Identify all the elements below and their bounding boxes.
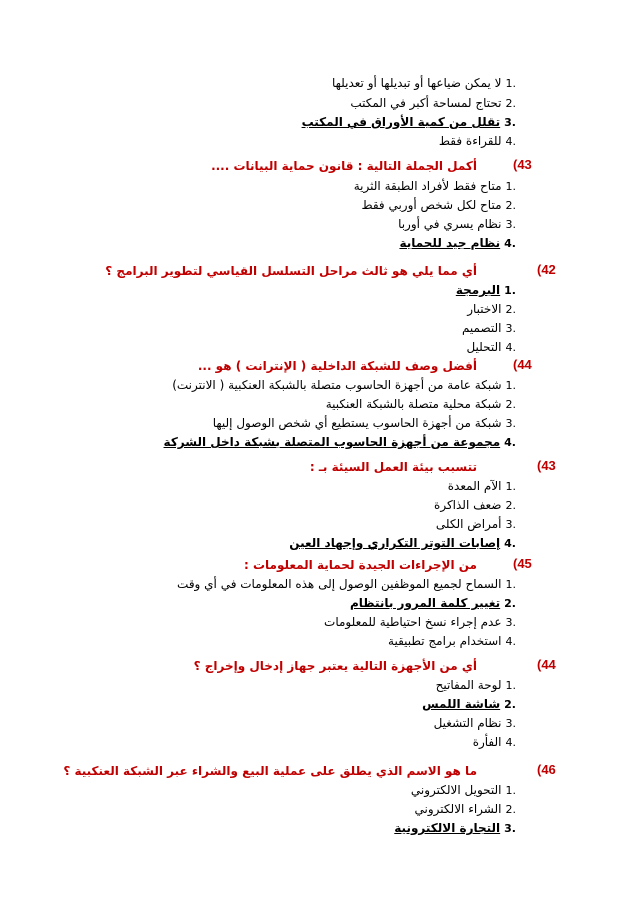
option-1: 1.السماح لجميع الموظفين الوصول إلى هذه المعلومات في أي وقت xyxy=(177,577,516,591)
option-1: 1.شبكة عامة من أجهزة الحاسوب متصلة بالشبكة العنكبية ( الانترنت) xyxy=(172,378,516,392)
first-option-2: 2.تحتاج لمساحة أكبر في المكتب xyxy=(350,96,516,110)
option-1: 1.متاح فقط لأفراد الطبقة الثرية xyxy=(353,179,516,193)
option-4: 4.استخدام برامج تطبيقية xyxy=(388,634,516,648)
question-number: (45 xyxy=(513,556,532,571)
first-option-4: 4.للقراءة فقط xyxy=(438,134,516,148)
option-2-correct: 2.تغيير كلمة المرور بانتظام xyxy=(349,596,516,610)
question-number: (42 xyxy=(537,262,556,277)
option-1: 1.لوحة المفاتيح xyxy=(435,678,516,692)
option-1: 1.الآم المعدة xyxy=(447,479,516,493)
option-1: 1.التحويل الالكتروني xyxy=(410,783,516,797)
question-text: تتسبب بيئة العمل السيئة بـ : xyxy=(309,460,477,474)
question-text: أي مما يلي هو ثالث مراحل التسلسل القياسي لتطوير البرامج ؟ xyxy=(105,264,477,278)
question-text: أي من الأجهزة التالية يعتبر جهاز إدخال وإخراج ؟ xyxy=(193,659,477,673)
option-3: 3.أمراض الكلى xyxy=(435,517,516,531)
option-2: 2.شبكة محلية متصلة بالشبكة العنكبية xyxy=(325,397,516,411)
question-number: (44 xyxy=(537,657,556,672)
option-4-correct: 4.نظام جيد للحماية xyxy=(399,236,516,250)
option-4: 4.الفأرة xyxy=(472,735,516,749)
option-3: 3.نظام التشغيل xyxy=(433,716,516,730)
option-4: 4.التحليل xyxy=(466,340,516,354)
option-3: 3.نظام يسري في أوربا xyxy=(398,217,516,231)
question-number: (43 xyxy=(537,458,556,473)
first-option-3-correct: 3.تقلل من كمية الأوراق في المكتب xyxy=(301,115,516,129)
option-2: 2.متاح لكل شخص أوربي فقط xyxy=(361,198,516,212)
question-text: أفضل وصف للشبكة الداخلية ( الإنترانت ) هو ... xyxy=(197,359,477,373)
question-text: أكمل الجملة التالية : قانون حماية البيانات .... xyxy=(211,159,477,173)
option-2: 2.الاختبار xyxy=(467,302,516,316)
option-2: 2.ضعف الذاكرة xyxy=(434,498,516,512)
question-text: ما هو الاسم الذي يطلق على عملية البيع والشراء عبر الشبكة العنكبية ؟ xyxy=(63,764,477,778)
option-3: 3.التصميم xyxy=(461,321,516,335)
option-1-correct: 1.البرمجة xyxy=(455,283,516,297)
question-number: (43 xyxy=(513,157,532,172)
option-3: 3.عدم إجراء نسخ احتياطية للمعلومات xyxy=(324,615,516,629)
question-number: (46 xyxy=(537,762,556,777)
question-number: (44 xyxy=(513,357,532,372)
option-4-correct: 4.إصابات التوتر التكراري وإجهاد العين xyxy=(289,536,516,550)
option-3-correct: 3.التجارة الالكترونية xyxy=(394,821,516,835)
option-2: 2.الشراء الالكتروني xyxy=(414,802,516,816)
option-4-correct: 4.مجموعة من أجهزة الحاسوب المتصلة بشبكة داخل الشركة xyxy=(163,435,516,449)
question-text: من الإجراءات الجيدة لحماية المعلومات : xyxy=(243,558,477,572)
option-2-correct: 2.شاشة اللمس xyxy=(422,697,516,711)
option-3: 3.شبكة من أجهزة الحاسوب يستطيع أي شخص الوصول إليها xyxy=(212,416,516,430)
first-option-1: 1.لا يمكن ضياعها أو تبديلها أو تعديلها xyxy=(331,76,516,90)
